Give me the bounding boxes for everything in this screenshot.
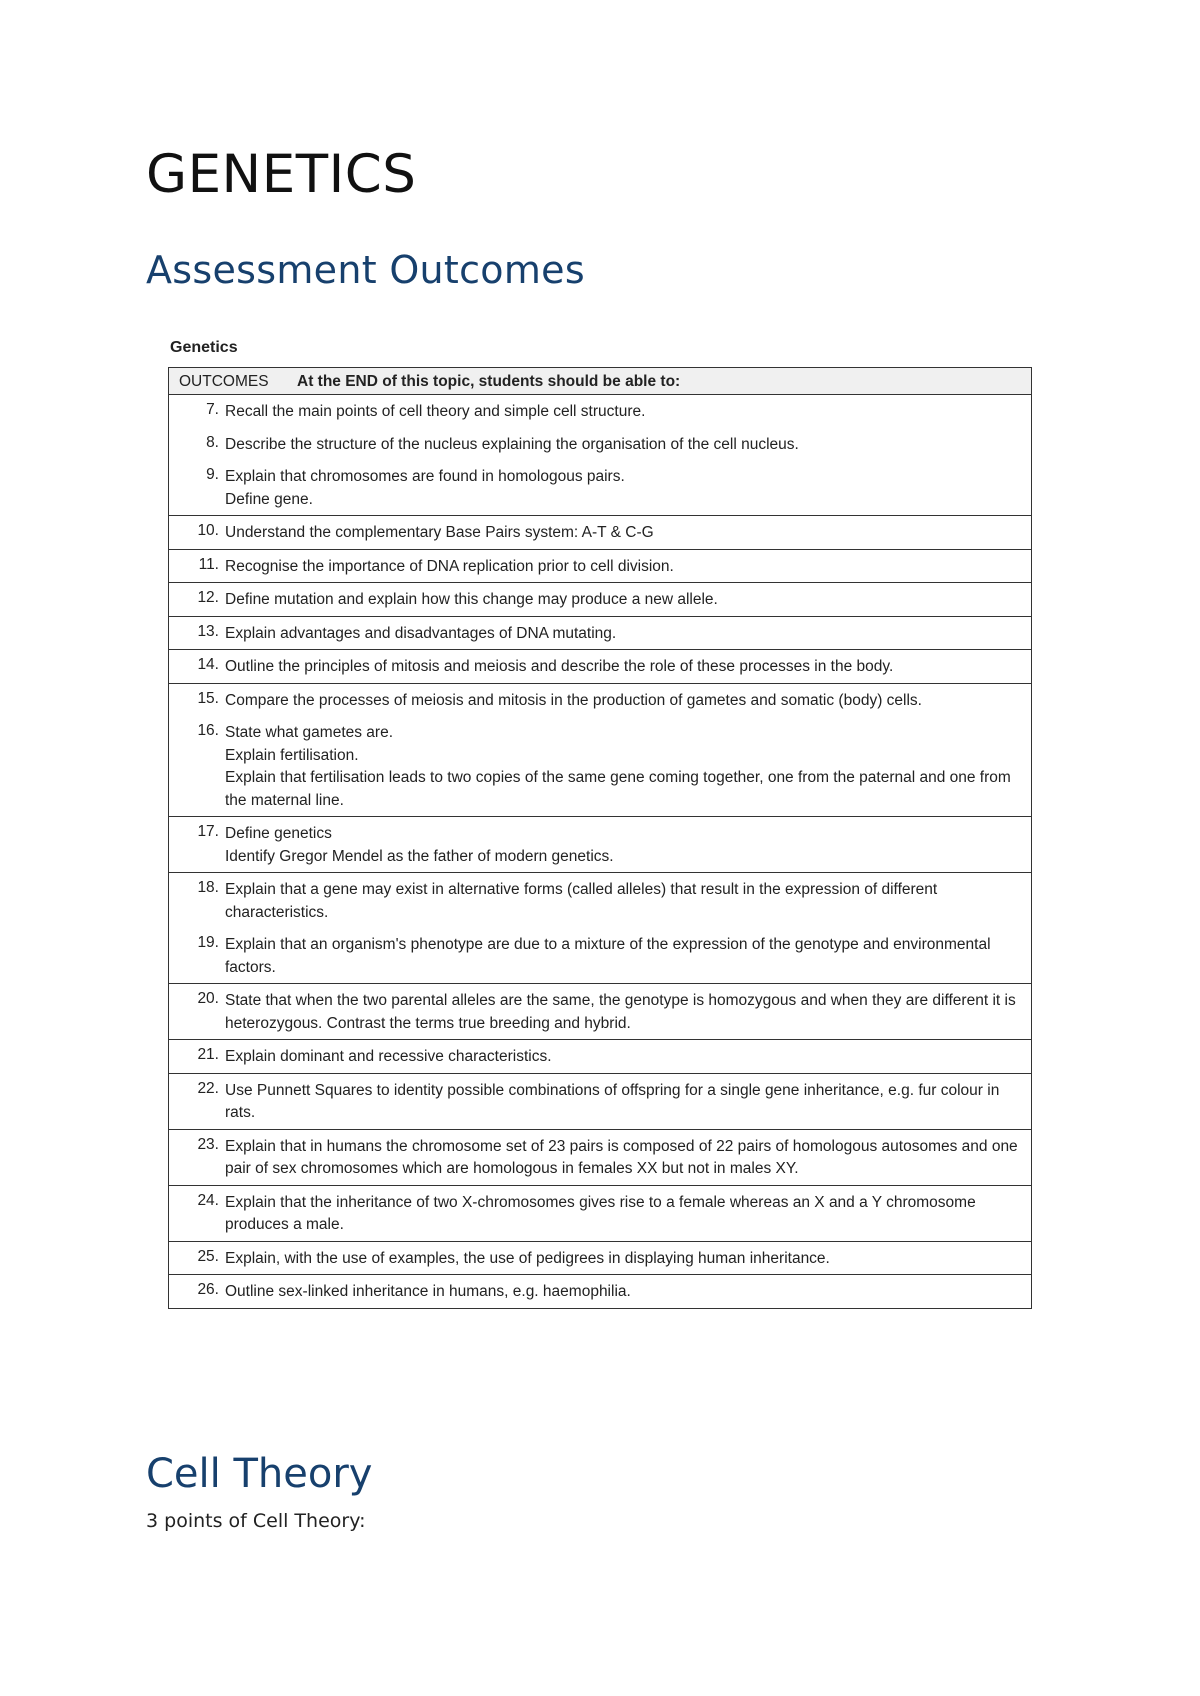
outcome-text	[225, 395, 1032, 428]
outcome-text	[225, 1073, 1032, 1129]
outcome-line: Define mutation and explain how this change may produce a new allele.	[225, 591, 718, 608]
outcome-number: 16.	[169, 716, 226, 817]
outcome-line: Understand the complementary Base Pairs system: A-T & C-G	[225, 524, 654, 541]
outcome-row	[169, 395, 1032, 428]
outcome-line: Explain, with the use of examples, the use of pedigrees in displaying human inheritance.	[225, 1249, 830, 1267]
outcome-text	[225, 549, 1032, 583]
outcome-row	[169, 1275, 1032, 1309]
outcome-line: Explain that the inheritance of two X-chromosomes gives rise to a female whereas an X and a Y chromosome produces a male.	[225, 1193, 976, 1233]
outcome-text	[225, 984, 1032, 1040]
outcome-line: Explain that chromosomes are found in homologous pairs.	[225, 468, 625, 485]
outcome-row	[169, 716, 1032, 817]
outcome-row	[169, 616, 1032, 650]
outcome-row	[169, 817, 1032, 873]
outcome-row	[169, 1129, 1032, 1185]
outcome-text	[225, 1129, 1032, 1185]
outcome-number: 19.	[169, 928, 226, 984]
outcome-line: Explain that in humans the chromosome set of 23 pairs is composed of 22 pairs of homologous autosomes and one pair of sex chromosomes which are homologous in females XX but not in males XY.	[225, 1137, 1018, 1177]
outcome-number: 23.	[169, 1129, 226, 1185]
outcome-line: State what gametes are.	[225, 724, 394, 741]
outcome-line: Explain that fertilisation leads to two copies of the same gene coming together, one from the paternal and one from the maternal line.	[225, 769, 1011, 809]
assessment-outcomes-heading: Assessment Outcomes	[146, 248, 585, 292]
outcome-number: 8.	[169, 428, 226, 461]
table-caption: Genetics	[170, 339, 238, 356]
outcomes-table	[168, 367, 1032, 1309]
outcome-text	[225, 817, 1032, 873]
outcome-number: 12.	[169, 583, 226, 617]
outcome-row	[169, 928, 1032, 984]
outcome-number: 7.	[169, 395, 226, 428]
outcome-number: 22.	[169, 1073, 226, 1129]
outcome-number: 10.	[169, 516, 226, 550]
outcome-row	[169, 683, 1032, 716]
outcome-number: 26.	[169, 1275, 226, 1309]
outcome-text	[225, 460, 1032, 516]
outcome-line: Use Punnett Squares to identity possible combinations of offspring for a single gene inheritance, e.g. fur colour in rats.	[225, 1081, 1000, 1121]
outcome-number: 14.	[169, 650, 226, 684]
outcome-number: 24.	[169, 1185, 226, 1241]
outcome-row	[169, 549, 1032, 583]
outcome-number: 20.	[169, 984, 226, 1040]
outcome-text	[225, 616, 1032, 650]
outcome-row	[169, 650, 1032, 684]
outcome-text	[225, 928, 1032, 984]
outcome-number: 17.	[169, 817, 226, 873]
header-instruction: At the END of this topic, students should be able to:	[297, 373, 681, 390]
outcome-line: Explain that a gene may exist in alternative forms (called alleles) that result in the expression of different characteristics.	[225, 881, 938, 921]
outcome-row	[169, 583, 1032, 617]
outcome-line: Recognise the importance of DNA replication prior to cell division.	[225, 557, 674, 575]
outcome-row	[169, 516, 1032, 550]
outcome-row	[169, 1241, 1032, 1275]
outcome-line: Define genetics	[225, 825, 332, 842]
outcome-row	[169, 1040, 1032, 1074]
outcome-number: 21.	[169, 1040, 226, 1074]
outcome-number: 13.	[169, 616, 226, 650]
outcome-row	[169, 984, 1032, 1040]
outcome-line: Outline sex-linked inheritance in humans, e.g. haemophilia.	[225, 1283, 631, 1300]
outcome-text	[225, 1275, 1032, 1309]
outcome-text	[225, 650, 1032, 684]
outcome-text	[225, 873, 1032, 929]
outcome-row	[169, 1185, 1032, 1241]
outcome-number: 9.	[169, 460, 226, 516]
cell-theory-heading: Cell Theory	[146, 1451, 373, 1497]
outcome-row	[169, 873, 1032, 929]
outcome-line: Describe the structure of the nucleus explaining the organisation of the cell nucleus.	[225, 435, 799, 453]
outcome-line: Compare the processes of meiosis and mitosis in the production of gametes and somatic (body) cells.	[225, 691, 922, 709]
cell-theory-intro: 3 points of Cell Theory:	[146, 1510, 366, 1532]
outcome-number: 25.	[169, 1241, 226, 1275]
outcome-row	[169, 460, 1032, 516]
table-header-row	[169, 368, 1032, 395]
outcome-number: 11.	[169, 549, 226, 583]
outcome-text	[225, 428, 1032, 461]
outcome-line: Explain advantages and disadvantages of DNA mutating.	[225, 624, 617, 642]
outcome-text	[225, 583, 1032, 617]
outcome-row	[169, 428, 1032, 461]
outcome-line: State that when the two parental alleles are the same, the genotype is homozygous and when they are different it is heterozygous. Contrast the terms true breeding and hybrid.	[225, 992, 1016, 1032]
outcome-number: 18.	[169, 873, 226, 929]
outcome-line: Define gene.	[225, 490, 313, 508]
outcome-line: Explain that an organism's phenotype are due to a mixture of the expression of the genotype and environmental factors.	[225, 936, 991, 976]
outcome-number: 15.	[169, 683, 226, 716]
outcome-text	[225, 683, 1032, 716]
outcome-row	[169, 1073, 1032, 1129]
outcome-line: Identify Gregor Mendel as the father of modern genetics.	[225, 847, 614, 865]
outcome-text	[225, 516, 1032, 550]
outcome-text	[225, 1040, 1032, 1074]
outcome-text	[225, 1241, 1032, 1275]
outcome-line: Recall the main points of cell theory and simple cell structure.	[225, 403, 646, 420]
outcome-text	[225, 1185, 1032, 1241]
outcome-line: Explain dominant and recessive characteristics.	[225, 1048, 552, 1065]
header-outcomes: OUTCOMES	[179, 373, 269, 390]
outcome-line: Outline the principles of mitosis and meiosis and describe the role of these processes in the body.	[225, 658, 894, 675]
page-title: GENETICS	[146, 144, 417, 205]
outcome-line: Explain fertilisation.	[225, 746, 359, 764]
outcome-text	[225, 716, 1032, 817]
